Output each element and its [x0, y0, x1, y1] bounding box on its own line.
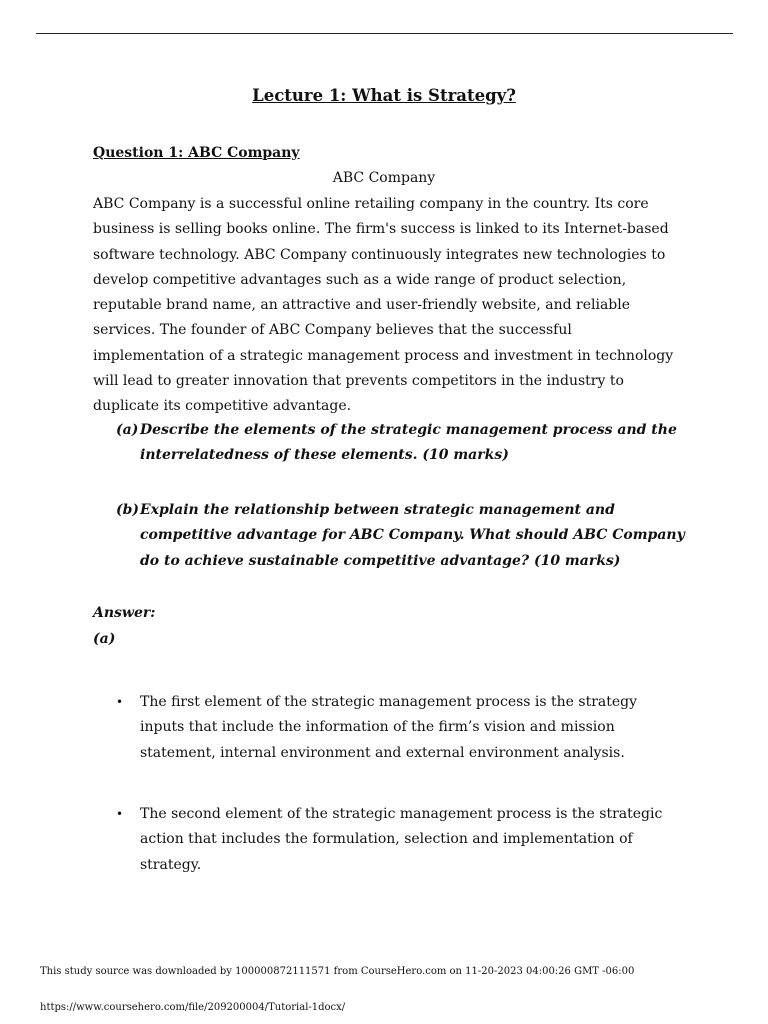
answer-part-label: (a) [93, 631, 116, 647]
download-note: This study source was downloaded by 100000872111571 from CourseHero.com on 11-20-2023 04:00:26 GMT -06:00 [40, 966, 635, 977]
sub-question-marker: (a) [116, 422, 139, 438]
sub-question-a [116, 418, 686, 469]
bullet-text: The second element of the strategic management process is the strategic action that includes the formulation, selection and implementation of strategy. [140, 806, 663, 873]
bullet-icon: • [116, 807, 124, 821]
sub-question-text: Describe the elements of the strategic management process and the interrelatedness of these elements. (10 marks) [140, 422, 677, 464]
header-rule [36, 33, 733, 34]
question-heading: Question 1: ABC Company [93, 145, 300, 161]
answer-label: Answer: [93, 605, 156, 621]
bullet-text: The first element of the strategic management process is the strategy inputs that include the information of the firm’s vision and mission statement, internal environment and external environment analysis. [140, 694, 638, 761]
sub-question-b [116, 498, 686, 574]
source-url[interactable]: https://www.coursehero.com/file/209200004/Tutorial-1docx/ [40, 1002, 346, 1013]
case-paragraph: ABC Company is a successful online retailing company in the country. Its core business is selling books online. The firm's success is linked to its Internet-based software technology. ABC Company continuously integrates new technologies to develop competitive advantages such as a wide range of product selection, reputable brand name, an attractive and user-friendly website, and reliable services. The founder of ABC Company believes that the successful implementation of a strategic management process and investment in technology will lead to greater innovation that prevents competitors in the industry to duplicate its competitive advantage. [93, 196, 674, 415]
company-heading: ABC Company [332, 170, 436, 186]
answer-bullet [116, 690, 666, 766]
sub-question-text: Explain the relationship between strategic management and competitive advantage for ABC Company. What should ABC Company do to achieve sustainable competitive advantage? (10 marks) [140, 502, 685, 569]
document-title: Lecture 1: What is Strategy? [252, 86, 516, 105]
answer-bullet [116, 802, 666, 878]
sub-question-marker: (b) [116, 502, 140, 518]
bullet-icon: • [116, 695, 124, 709]
